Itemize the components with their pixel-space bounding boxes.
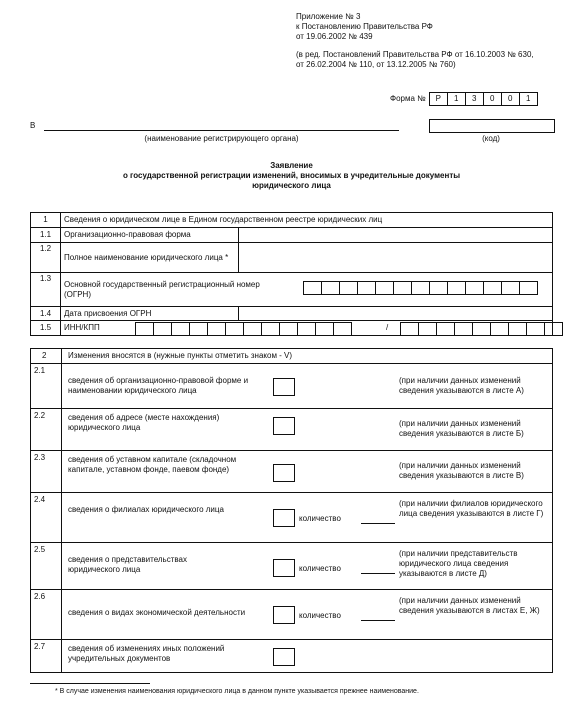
section1-num: 1: [31, 213, 61, 228]
row-2-5-checkbox[interactable]: [273, 559, 295, 577]
row-2-2-num: 2.2: [34, 411, 46, 420]
inn-cell[interactable]: [243, 322, 262, 336]
row-2-6-note: (при наличии данных изменений сведения указываются в листах Е, Ж): [399, 596, 540, 615]
row-1-3-cell: [61, 273, 553, 307]
row-2-7-desc: сведения об изменениях иных положений учредительных документов: [68, 644, 225, 663]
section2-row-2-1: [30, 363, 553, 409]
kpp-cells[interactable]: [401, 322, 563, 336]
inn-cells[interactable]: [136, 322, 352, 336]
row-2-6-qty-label: количество: [299, 611, 341, 620]
ogrn-cell[interactable]: [321, 281, 340, 295]
authority-code-caption: (код): [482, 134, 500, 143]
row-1-5-num: 1.5: [31, 321, 61, 336]
section1-table: [30, 212, 553, 336]
ogrn-cell[interactable]: [375, 281, 394, 295]
row-2-3-note: (при наличии данных изменений сведения указываются в листе В): [399, 461, 524, 480]
section2-header: [30, 348, 553, 364]
section2-row-2-7: [30, 639, 553, 673]
ogrn-date-field[interactable]: [239, 307, 553, 321]
kpp-cell[interactable]: [508, 322, 527, 336]
full-name-field[interactable]: [239, 243, 553, 273]
inn-cell[interactable]: [171, 322, 190, 336]
row-2-5-qty-field[interactable]: [361, 573, 395, 574]
row-2-6-desc: сведения о видах экономической деятельности: [68, 608, 246, 617]
header-block: [296, 12, 534, 70]
inn-cell[interactable]: [261, 322, 280, 336]
row-2-2-note: (при наличии данных изменений сведения указываются в листе Б): [399, 419, 524, 438]
row-2-5-note: (при наличии представительств юридического лица сведения указываются в листе Д): [399, 549, 518, 578]
form-number-cells: [430, 92, 538, 106]
section2-row-2-5: [30, 542, 553, 590]
row-2-1-note: (при наличии данных изменений сведения указываются в листе А): [399, 376, 524, 395]
inn-cell[interactable]: [315, 322, 334, 336]
header-line-5: от 26.02.2004 № 110, от 13.12.2005 № 760): [296, 60, 456, 69]
inn-cell[interactable]: [333, 322, 352, 336]
row-2-2-desc: сведения об адресе (месте нахождения) юридического лица: [68, 413, 220, 432]
row-2-4-checkbox[interactable]: [273, 509, 295, 527]
inn-cell[interactable]: [279, 322, 298, 336]
ogrn-cell[interactable]: [501, 281, 520, 295]
row-2-4-num: 2.4: [34, 495, 46, 504]
header-line-2: к Постановлению Правительства РФ: [296, 22, 433, 31]
ogrn-cell[interactable]: [339, 281, 358, 295]
row-1-5-label: ИНН/КПП: [64, 323, 100, 332]
section2-row-2-2: [30, 408, 553, 451]
ogrn-cell[interactable]: [411, 281, 430, 295]
row-2-6-checkbox[interactable]: [273, 606, 295, 624]
inn-cell[interactable]: [135, 322, 154, 336]
form-number-cell: 3: [465, 92, 484, 106]
row-2-4-qty-field[interactable]: [361, 523, 395, 524]
row-1-4-num: 1.4: [31, 307, 61, 321]
row-2-4-qty-label: количество: [299, 514, 341, 523]
row-2-1-desc: сведения об организационно-правовой форме и наименовании юридического лица: [68, 376, 249, 395]
form-number-cell: 1: [519, 92, 538, 106]
section2-row-2-6: [30, 589, 553, 640]
kpp-cell[interactable]: [472, 322, 491, 336]
row-2-3-checkbox[interactable]: [273, 464, 295, 482]
document-title: [30, 161, 553, 191]
row-1-3-num: 1.3: [31, 273, 61, 307]
row-2-5-desc: сведения о представительствах юридического лица: [68, 555, 187, 574]
form-number-cell: 1: [447, 92, 466, 106]
form-number-cell: Р: [429, 92, 448, 106]
title-line-2: о государственной регистрации изменений, вносимых в учредительные документы: [122, 171, 461, 180]
ogrn-cell[interactable]: [483, 281, 502, 295]
title-line-3: юридического лица: [252, 181, 331, 190]
row-1-4-label: Дата присвоения ОГРН: [61, 307, 239, 321]
footnote-rule: [30, 683, 150, 684]
ogrn-cell[interactable]: [357, 281, 376, 295]
ogrn-cell[interactable]: [465, 281, 484, 295]
form-number-label: Форма №: [390, 94, 426, 103]
inn-cell[interactable]: [297, 322, 316, 336]
section2-row-2-4: [30, 492, 553, 543]
inn-cell[interactable]: [207, 322, 226, 336]
footnote-text: * В случае изменения наименования юридического лица в данном пункте указывается прежнее наименование.: [55, 688, 419, 695]
kpp-cell[interactable]: [490, 322, 509, 336]
ogrn-cell[interactable]: [393, 281, 412, 295]
kpp-cell[interactable]: [526, 322, 545, 336]
kpp-cell[interactable]: [544, 322, 563, 336]
form-number: [390, 92, 538, 106]
row-2-3-num: 2.3: [34, 453, 46, 462]
form-number-cell: 0: [501, 92, 520, 106]
row-2-6-qty-field[interactable]: [361, 620, 395, 621]
header-line-4: (в ред. Постановлений Правительства РФ от 16.10.2003 № 630,: [296, 50, 534, 59]
kpp-cell[interactable]: [436, 322, 455, 336]
kpp-cell[interactable]: [418, 322, 437, 336]
ogrn-cell[interactable]: [519, 281, 538, 295]
inn-cell[interactable]: [189, 322, 208, 336]
title-line-1: Заявление: [270, 161, 313, 170]
row-2-7-num: 2.7: [34, 642, 46, 651]
row-2-5-num: 2.5: [34, 545, 46, 554]
row-2-4-note: (при наличии филиалов юридического лица сведения указываются в листе Г): [399, 499, 544, 518]
row-2-1-checkbox[interactable]: [273, 378, 295, 396]
row-1-3-label: Основной государственный регистрационный номер (ОГРН): [64, 279, 260, 299]
header-line-1: Приложение № 3: [296, 12, 361, 21]
authority-name-field[interactable]: [44, 118, 399, 131]
row-1-1-num: 1.1: [31, 228, 61, 243]
row-2-6-num: 2.6: [34, 592, 46, 601]
kpp-cell[interactable]: [400, 322, 419, 336]
authority-code-field[interactable]: [429, 119, 555, 133]
authority-name-caption: (наименование регистрирующего органа): [144, 134, 299, 143]
form-number-cell: 0: [483, 92, 502, 106]
ogrn-cells[interactable]: [304, 281, 538, 295]
inn-cell[interactable]: [225, 322, 244, 336]
header-line-3: от 19.06.2002 № 439: [296, 32, 373, 41]
kpp-cell[interactable]: [454, 322, 473, 336]
row-1-2-num: 1.2: [31, 243, 61, 273]
inn-kpp-separator: /: [386, 323, 389, 332]
row-1-2-label: Полное наименование юридического лица *: [61, 243, 239, 273]
row-2-7-checkbox[interactable]: [273, 648, 295, 666]
row-1-5-cell: [61, 321, 553, 336]
authority-prefix: В: [30, 121, 36, 130]
row-2-3-desc: сведения об уставном капитале (складочном капитале, уставном фонде, паевом фонде): [68, 455, 237, 474]
section2-title: Изменения вносятся в (нужные пункты отметить знаком - V): [68, 351, 293, 360]
row-2-1-num: 2.1: [34, 366, 46, 375]
legal-form-field[interactable]: [239, 228, 553, 243]
section1-title: Сведения о юридическом лице в Едином государственном реестре юридических лиц: [61, 213, 553, 228]
inn-cell[interactable]: [153, 322, 172, 336]
ogrn-cell[interactable]: [447, 281, 466, 295]
ogrn-cell[interactable]: [429, 281, 448, 295]
row-1-1-label: Организационно-правовая форма: [61, 228, 239, 243]
section2-num: 2: [42, 351, 47, 360]
ogrn-cell[interactable]: [303, 281, 322, 295]
row-2-2-checkbox[interactable]: [273, 417, 295, 435]
row-2-5-qty-label: количество: [299, 564, 341, 573]
section2-row-2-3: [30, 450, 553, 493]
row-2-4-desc: сведения о филиалах юридического лица: [68, 505, 224, 514]
